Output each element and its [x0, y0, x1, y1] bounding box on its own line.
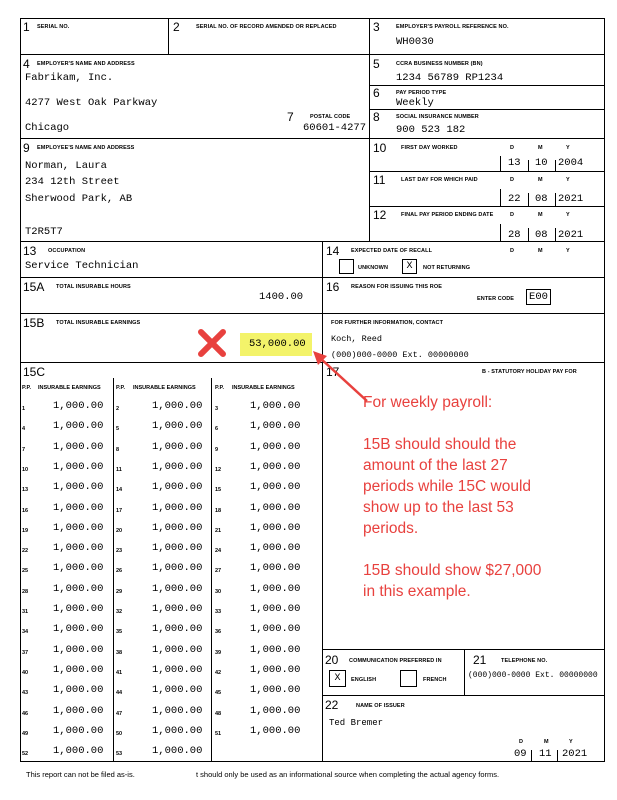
pay-period-number: 17 [116, 507, 123, 514]
employee-postal: T2R5T7 [25, 226, 63, 238]
pay-period-number: 15 [215, 487, 222, 494]
insurable-earnings-value: 1,000.00 [152, 481, 203, 494]
field-label: COMMUNICATION PREFERRED IN [349, 658, 442, 664]
pay-period-number: 13 [22, 487, 29, 494]
box-number: 20 [325, 653, 339, 667]
pay-period-number: 53 [116, 751, 123, 758]
insurable-earnings-value: 1,000.00 [53, 400, 104, 412]
box-number: 22 [325, 698, 339, 712]
insurable-earnings-value: 1,000.00 [152, 603, 203, 615]
pay-period-number: 29 [116, 588, 123, 595]
insurable-earnings-value: 1,000.00 [152, 663, 203, 676]
insurable-earnings-value: 1,000.00 [250, 724, 301, 737]
contact-name: Koch, Reed [331, 334, 383, 344]
pay-period-number: 32 [116, 609, 123, 615]
pay-period-number: 21 [215, 527, 222, 534]
col-header-earnings: INSURABLE EARNINGS [232, 385, 295, 391]
field-label: CCRA BUSINESS NUMBER (BN) [396, 61, 483, 67]
insurable-earnings-value: 1,000.00 [53, 724, 104, 737]
col-header-pp: P.P. [215, 385, 224, 391]
box-number: 21 [473, 653, 487, 667]
box-number: 13 [23, 244, 37, 258]
insurable-earnings-value: 1,000.00 [53, 704, 104, 717]
pay-period-number: 48 [215, 710, 222, 717]
pay-period-number: 26 [116, 568, 123, 575]
insurable-earnings-value: 1,000.00 [152, 400, 203, 412]
insurable-earnings-value: 1,000.00 [152, 582, 203, 595]
date-head-m: M [538, 212, 543, 218]
pay-period-number: 36 [215, 629, 222, 636]
employee-name: Norman, Laura [25, 160, 107, 172]
box-number: 5 [373, 57, 380, 71]
pay-period-number: 5 [116, 426, 120, 433]
pay-period-number: 28 [22, 588, 29, 595]
field-label: REASON FOR ISSUING THIS ROE [351, 284, 443, 290]
checkbox-label: FRENCH [423, 677, 447, 683]
insurable-earnings-value: 1,000.00 [53, 562, 104, 575]
insurable-earnings-value: 1,000.00 [53, 623, 104, 636]
checkbox-label: UNKNOWN [358, 265, 389, 271]
pay-period-number: 18 [215, 507, 222, 514]
first-day-d: 13 [508, 157, 521, 169]
box-14 [322, 241, 605, 278]
insurable-earnings-value: 1,000.00 [250, 481, 301, 494]
issue-date-d: 09 [514, 748, 527, 760]
employee-city: Sherwood Park, AB [25, 193, 133, 205]
pay-period-number: 19 [22, 527, 29, 534]
pay-period-number: 16 [22, 507, 29, 514]
box-number: 2 [173, 20, 180, 34]
date-head-d: D [510, 248, 515, 254]
insurable-earnings-value: 1,000.00 [250, 643, 301, 656]
field-label: TOTAL INSURABLE HOURS [56, 284, 131, 290]
date-head-d: D [510, 177, 515, 183]
pay-period-number: 35 [116, 629, 123, 636]
field-label: SOCIAL INSURANCE NUMBER [396, 114, 479, 120]
x-mark-icon [196, 328, 228, 358]
pay-period-number: 34 [22, 629, 29, 636]
box-number: 15C [23, 365, 46, 379]
insurable-earnings-value: 1,000.00 [53, 460, 104, 473]
pay-period-number: 41 [116, 669, 123, 676]
field-label: EXPECTED DATE OF RECALL [351, 248, 433, 254]
annotation-line: 15B should should the [363, 436, 517, 453]
divider [557, 750, 558, 761]
insurable-earnings-value: 1,000.00 [250, 684, 301, 697]
pay-period-number: 25 [22, 568, 29, 575]
pay-period-number: 46 [22, 710, 29, 717]
divider [528, 228, 529, 241]
field-label: FINAL PAY PERIOD ENDING DATE [401, 212, 494, 218]
date-head-m: M [544, 739, 549, 745]
pay-period-number: 33 [215, 609, 222, 615]
pay-period-number: 45 [215, 690, 222, 697]
field-label: PAY PERIOD TYPE [396, 90, 447, 96]
insurable-earnings-value: 1,000.00 [53, 420, 104, 433]
pay-period-number: 22 [22, 548, 29, 555]
box-number: 12 [373, 208, 387, 222]
divider [113, 378, 114, 762]
pay-period-number: 39 [215, 649, 222, 656]
divider [211, 378, 212, 762]
pay-period-number: 51 [215, 730, 222, 737]
issue-date-m: 11 [539, 748, 552, 760]
insurable-earnings-value: 1,000.00 [250, 542, 301, 555]
insurable-earnings-value: 1,000.00 [53, 643, 104, 656]
box-number: 8 [373, 110, 380, 124]
insurable-earnings-value: 1,000.00 [250, 521, 301, 534]
insurable-earnings-value: 1,000.00 [152, 684, 203, 697]
pay-period-type: Weekly [396, 97, 434, 109]
field-label: FIRST DAY WORKED [401, 145, 458, 151]
pay-period-number: 14 [116, 487, 123, 494]
field-label: EMPLOYER'S PAYROLL REFERENCE NO. [396, 24, 509, 30]
field-label: NAME OF ISSUER [356, 703, 405, 709]
annotation-line: For weekly payroll: [363, 394, 493, 411]
issuer-name: Ted Bremer [329, 718, 384, 728]
field-label: FOR FURTHER INFORMATION, CONTACT [331, 320, 444, 326]
annotation-line: amount of the last 27 [363, 457, 508, 474]
pay-period-number: 27 [215, 568, 222, 575]
insurable-earnings-value: 1,000.00 [250, 400, 301, 412]
pay-period-number: 43 [22, 690, 29, 697]
english-checkbox[interactable]: X [329, 670, 346, 687]
pay-period-number: 24 [215, 548, 222, 555]
box-number: 7 [287, 110, 294, 124]
pay-period-number: 50 [116, 730, 123, 737]
insurable-earnings-value: 1,000.00 [152, 420, 203, 433]
pay-period-number: 12 [215, 466, 222, 473]
occupation: Service Technician [25, 260, 139, 272]
employer-name: Fabrikam, Inc. [25, 72, 114, 84]
box-number: 15A [23, 280, 45, 294]
insurable-earnings-value: 1,000.00 [250, 440, 301, 453]
pay-period-number: 31 [22, 609, 29, 615]
date-head-y: Y [566, 248, 570, 254]
box-9 [20, 138, 370, 242]
pay-period-number: 9 [215, 446, 219, 453]
insurable-earnings-value: 1,000.00 [250, 603, 301, 615]
field-label: POSTAL CODE [310, 114, 351, 120]
insurable-earnings-value: 1,000.00 [152, 704, 203, 717]
divider [555, 228, 556, 241]
pay-period-number: 23 [116, 548, 123, 555]
contact-phone: (000)000-0000 Ext. 00000000 [331, 350, 469, 360]
employer-city: Chicago [25, 122, 70, 134]
col-header-earnings: INSURABLE EARNINGS [38, 385, 101, 391]
insurable-earnings-value: 1,000.00 [152, 542, 203, 555]
insurable-earnings-value: 1,000.00 [250, 562, 301, 575]
pay-period-number: 52 [22, 751, 29, 758]
box-number: 10 [373, 141, 387, 155]
insurable-earnings-value: 1,000.00 [152, 643, 203, 656]
insurable-earnings-value: 1,000.00 [250, 663, 301, 676]
total-insurable-earnings: 53,000.00 [249, 338, 306, 350]
divider [168, 18, 169, 55]
insurable-earnings-value: 1,000.00 [53, 521, 104, 534]
divider [500, 189, 501, 206]
date-head-d: D [510, 145, 515, 151]
box-number: 17 [326, 365, 340, 379]
insurable-earnings-value: 1,000.00 [152, 562, 203, 575]
annotation-text [363, 392, 541, 602]
col-header-earnings: INSURABLE EARNINGS [133, 385, 196, 391]
annotation-line: in this example. [363, 583, 471, 600]
box-number: 9 [23, 141, 30, 155]
date-head-y: Y [566, 212, 570, 218]
insurable-earnings-value: 1,000.00 [53, 582, 104, 595]
pay-period-number: 8 [116, 446, 120, 453]
last-day-y: 2021 [558, 193, 584, 205]
box-number: 6 [373, 86, 380, 100]
pay-period-number: 49 [22, 730, 29, 737]
pay-period-number: 44 [116, 690, 123, 697]
field-label: SERIAL NO. [37, 24, 70, 30]
insurable-earnings-value: 1,000.00 [152, 460, 203, 473]
not-returning-checkbox[interactable]: X [402, 259, 417, 274]
postal-code: 60601-4277 [303, 122, 367, 134]
pay-period-number: 3 [215, 406, 219, 412]
date-head-y: Y [569, 739, 573, 745]
divider [500, 156, 501, 171]
pay-period-number: 4 [22, 426, 26, 433]
field-label: TOTAL INSURABLE EARNINGS [56, 320, 141, 326]
issue-date-y: 2021 [562, 748, 588, 760]
annotation-line: 15B should show $27,000 [363, 562, 542, 579]
divider [500, 224, 501, 241]
insurable-earnings-value: 1,000.00 [53, 542, 104, 555]
pay-period-number: 42 [215, 669, 222, 676]
pay-period-number: 10 [22, 466, 29, 473]
pay-period-number: 47 [116, 710, 123, 717]
insurable-earnings-value: 1,000.00 [250, 501, 301, 514]
annotation-line: periods. [363, 520, 419, 537]
divider [555, 193, 556, 206]
total-insurable-hours: 1400.00 [259, 291, 304, 303]
insurable-earnings-value: 1,000.00 [250, 420, 301, 433]
checkbox-label: NOT RETURNING [423, 265, 471, 271]
date-head-y: Y [566, 177, 570, 183]
date-head-d: D [510, 212, 515, 218]
insurable-earnings-value: 1,000.00 [152, 745, 203, 758]
pay-period-number: 30 [215, 588, 222, 595]
insurable-earnings-value: 1,000.00 [53, 603, 104, 615]
insurable-earnings-value: 1,000.00 [53, 440, 104, 453]
date-head-y: Y [566, 145, 570, 151]
last-day-d: 22 [508, 193, 521, 205]
box-number: 14 [326, 244, 340, 258]
insurable-earnings-value: 1,000.00 [53, 745, 104, 758]
field-label: EMPLOYEE'S NAME AND ADDRESS [37, 145, 135, 151]
insurable-earnings-value: 1,000.00 [53, 663, 104, 676]
first-day-m: 10 [535, 157, 548, 169]
insurable-earnings-value: 1,000.00 [250, 704, 301, 717]
insurable-earnings-value: 1,000.00 [53, 501, 104, 514]
box-number: 15B [23, 316, 45, 330]
pay-period-number: 38 [116, 649, 123, 656]
col-header-pp: P.P. [116, 385, 125, 391]
payroll-reference: WH0030 [396, 36, 434, 48]
pay-period-number: 6 [215, 426, 219, 433]
insurable-earnings-value: 1,000.00 [152, 521, 203, 534]
field-label: ENTER CODE [477, 296, 515, 302]
employer-address: 4277 West Oak Parkway [25, 97, 158, 109]
date-head-m: M [538, 248, 543, 254]
pay-period-number: 40 [22, 669, 29, 676]
pay-period-number: 37 [22, 649, 29, 656]
date-head-d: D [519, 739, 524, 745]
insurable-earnings-value: 1,000.00 [152, 440, 203, 453]
field-label: TELEPHONE NO. [501, 658, 548, 664]
box-16 [322, 277, 605, 314]
field-label: SERIAL NO. OF RECORD AMENDED OR REPLACED [196, 24, 337, 30]
date-head-m: M [538, 177, 543, 183]
final-period-d: 28 [508, 229, 521, 241]
insurable-earnings-value: 1,000.00 [53, 481, 104, 494]
pay-period-number: 2 [116, 406, 120, 412]
date-head-m: M [538, 145, 543, 151]
employee-address: 234 12th Street [25, 176, 120, 188]
box-number: 1 [23, 20, 30, 34]
field-label: LAST DAY FOR WHICH PAID [401, 177, 478, 183]
checkbox-label: ENGLISH [351, 677, 377, 683]
box-number: 11 [373, 173, 386, 187]
pay-period-number: 1 [22, 406, 26, 412]
col-header-pp: P.P. [22, 385, 31, 391]
last-day-m: 08 [535, 193, 548, 205]
divider [528, 160, 529, 171]
business-number: 1234 56789 RP1234 [396, 72, 504, 84]
final-period-y: 2021 [558, 229, 584, 241]
field-label: OCCUPATION [48, 248, 86, 254]
final-period-m: 08 [535, 229, 548, 241]
footer-right: t should only be used as an informational source when completing the actual agency forms. [196, 770, 500, 779]
pay-period-number: 20 [116, 527, 123, 534]
annotation-line: periods while 15C would [363, 478, 532, 495]
reason-code: E00 [526, 289, 551, 305]
divider [528, 193, 529, 206]
insurable-earnings-value: 1,000.00 [250, 460, 301, 473]
first-day-y: 2004 [558, 157, 584, 169]
insurable-earnings-value: 1,000.00 [250, 623, 301, 636]
insurable-earnings-value: 1,000.00 [152, 501, 203, 514]
telephone: (000)000-0000 Ext. 00000000 [468, 671, 598, 680]
pay-period-number: 7 [22, 446, 26, 453]
french-checkbox[interactable] [400, 670, 417, 687]
insurable-earnings-value: 1,000.00 [152, 724, 203, 737]
box-number: 16 [326, 280, 340, 294]
social-insurance-number: 900 523 182 [396, 124, 466, 136]
annotation-line: show up to the last 53 [363, 499, 514, 516]
insurable-earnings-value: 1,000.00 [152, 623, 203, 636]
field-label: B - STATUTORY HOLIDAY PAY FOR [482, 369, 577, 375]
divider [555, 160, 556, 171]
box-number: 3 [373, 20, 380, 34]
footer-left: This report can not be filed as-is. [26, 770, 135, 779]
box-number: 4 [23, 57, 30, 71]
insurable-earnings-value: 1,000.00 [250, 582, 301, 595]
pay-period-number: 11 [116, 466, 122, 473]
divider [531, 750, 532, 761]
field-label: EMPLOYER'S NAME AND ADDRESS [37, 61, 135, 67]
unknown-checkbox[interactable] [339, 259, 354, 274]
insurable-earnings-value: 1,000.00 [53, 684, 104, 697]
